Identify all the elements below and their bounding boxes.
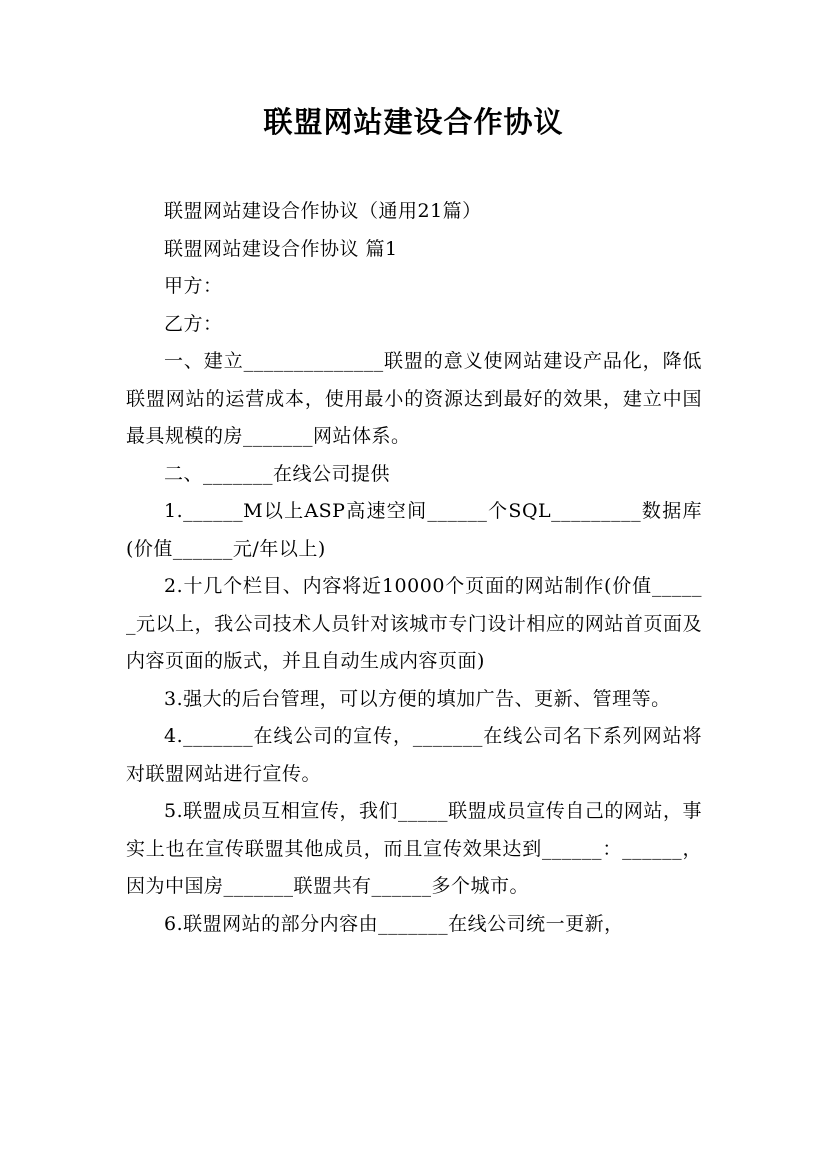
paragraph-item-1: 1.______M以上ASP高速空间______个SQL_________数据库(价值______元/年以上) xyxy=(126,500,702,560)
document-title: 联盟网站建设合作协议 xyxy=(263,105,564,139)
paragraph-subtitle: 联盟网站建设合作协议（通用21篇） xyxy=(164,200,482,222)
paragraph-party-b: 乙方： xyxy=(164,312,223,335)
document-body xyxy=(126,193,702,943)
paragraph-party-a: 甲方： xyxy=(164,275,223,297)
paragraph-item-5: 5.联盟成员互相宣传，我们_____联盟成员宣传自己的网站，事实上也在宣传联盟其他成员，而且宣传效果达到______：______，因为中国房_______联盟共有______多个城市。 xyxy=(126,800,702,897)
paragraph-clause-2: 二、_______在线公司提供 xyxy=(164,462,391,485)
paragraph-item-3: 3.强大的后台管理，可以方便的填加广告、更新、管理等。 xyxy=(164,687,671,710)
paragraph-clause-1: 一、建立______________联盟的意义使网站建设产品化，降低联盟网站的运营成本，使用最小的资源达到最好的效果，建立中国最具规模的房_______网站体系。 xyxy=(126,350,702,447)
paragraph-item-4: 4._______在线公司的宣传，_______在线公司名下系列网站将对联盟网站进行宣传。 xyxy=(126,725,702,785)
paragraph-item-6: 6.联盟网站的部分内容由_______在线公司统一更新， xyxy=(164,912,624,935)
paragraph-section-heading: 联盟网站建设合作协议 篇1 xyxy=(164,237,398,260)
paragraph-item-2: 2.十几个栏目、内容将近10000个页面的网站制作(价值______元以上，我公司技术人员针对该城市专门设计相应的网站首页面及内容页面的版式，并且自动生成内容页面) xyxy=(126,575,702,672)
